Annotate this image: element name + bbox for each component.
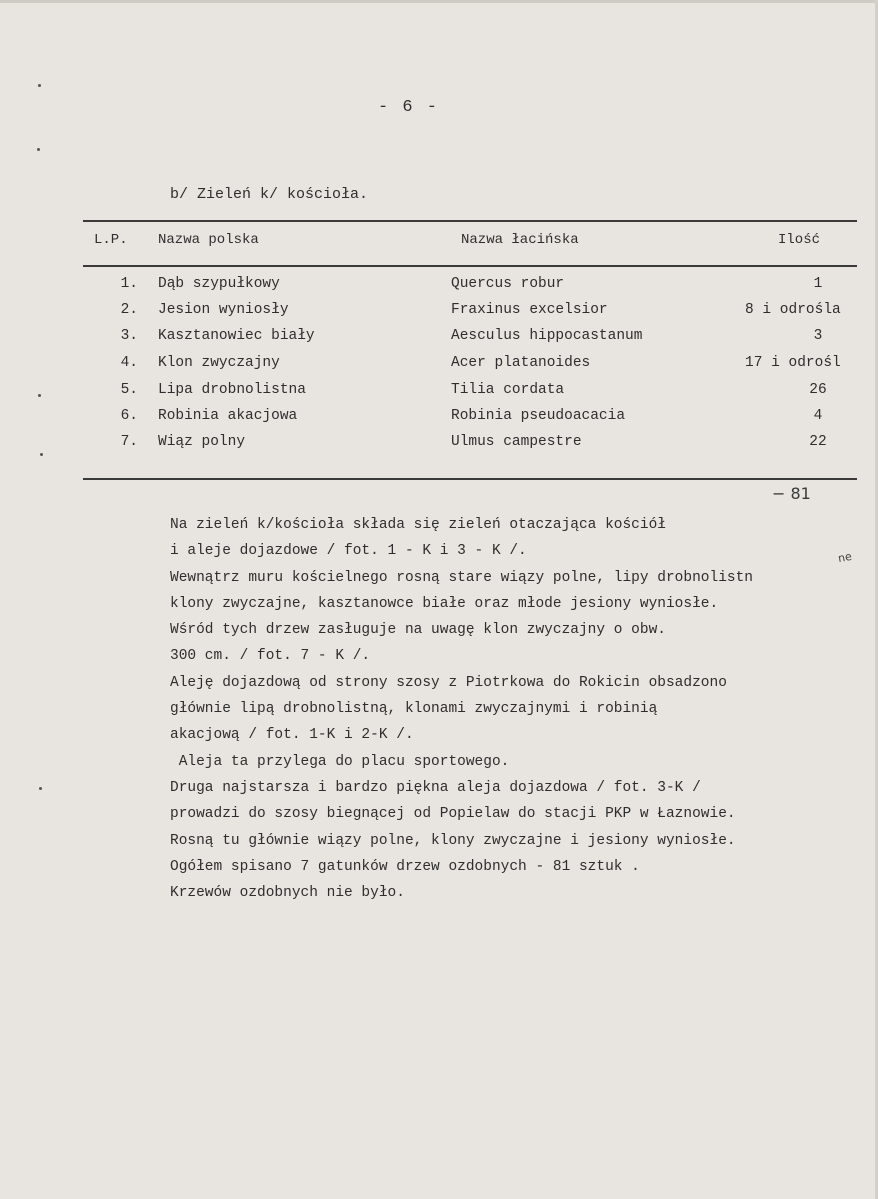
row-latin-name: Aesculus hippocastanum	[451, 328, 643, 344]
body-paragraph	[170, 512, 870, 906]
row-quantity: 26	[809, 382, 827, 398]
body-line: Rosną tu głównie wiązy polne, klony zwyczajne i jesiony wyniosłe.	[170, 832, 736, 849]
table-row	[0, 408, 878, 434]
body-line: Na zieleń k/kościoła składa się zieleń otaczająca kościół	[170, 517, 666, 533]
row-latin-name: Ulmus campestre	[451, 434, 582, 450]
row-latin-name: Fraxinus excelsior	[451, 302, 608, 318]
binding-mark	[39, 787, 42, 790]
page-number: - 6 -	[378, 98, 440, 117]
body-line: Ogółem spisano 7 gatunków drzew ozdobnych - 81 sztuk .	[170, 858, 640, 875]
body-line: Druga najstarsza i bardzo piękna aleja dojazdowa / fot. 3-K /	[170, 779, 701, 796]
table-row	[0, 276, 878, 302]
row-lp: 6.	[120, 408, 138, 424]
row-polish-name: Klon zwyczajny	[158, 355, 280, 371]
body-line: Aleję dojazdową od strony szosy z Piotrkowa do Rokicin obsadzono	[170, 674, 727, 691]
row-lp: 2.	[120, 302, 138, 318]
table-header-rule	[83, 265, 857, 267]
row-quantity: 17 i odrośl	[745, 355, 841, 371]
page-edge-top	[0, 0, 878, 3]
table-bottom-rule	[83, 478, 857, 480]
header-polish-name: Nazwa polska	[158, 232, 259, 248]
table-row	[0, 355, 878, 381]
body-line: Wśród tych drzew zasługuje na uwagę klon zwyczajny o obw.	[170, 622, 666, 639]
row-polish-name: Lipa drobnolistna	[158, 382, 306, 398]
row-latin-name: Quercus robur	[451, 276, 565, 292]
row-lp: 3.	[120, 328, 138, 344]
binding-mark	[37, 148, 40, 151]
table-row	[0, 382, 878, 408]
row-polish-name: Dąb szypułkowy	[158, 276, 280, 292]
row-quantity: 3	[813, 328, 823, 344]
row-latin-name: Tilia cordata	[451, 382, 565, 398]
body-line: akacjową / fot. 1-K i 2-K /.	[170, 727, 414, 744]
row-polish-name: Robinia akacjowa	[158, 408, 298, 424]
row-lp: 7.	[120, 434, 138, 450]
body-line: Krzewów ozdobnych nie było.	[170, 885, 405, 902]
row-quantity: 8 i odrośla	[745, 302, 841, 318]
row-latin-name: Robinia pseudoacacia	[451, 408, 626, 424]
body-line: i aleje dojazdowe / fot. 1 - K i 3 - K /.	[170, 543, 527, 560]
row-quantity: 22	[809, 434, 827, 450]
binding-mark	[38, 84, 41, 87]
body-line: Wewnątrz muru kościelnego rosną stare wiązy polne, lipy drobnolistn	[170, 569, 753, 586]
row-quantity: 1	[813, 276, 823, 292]
handwritten-total: − 81	[772, 484, 811, 503]
body-line: prowadzi do szosy biegnącej od Popielaw do stacji PKP w Łaznowie.	[170, 806, 736, 823]
row-lp: 1.	[120, 276, 138, 292]
header-lp: L.P.	[94, 232, 128, 248]
row-lp: 5.	[120, 382, 138, 398]
section-title: b/ Zieleń k/ kościoła.	[170, 186, 369, 203]
body-line: klony zwyczajne, kasztanowce białe oraz młode jesiony wyniosłe.	[170, 595, 719, 612]
body-line: Aleja ta przylega do placu sportowego.	[170, 753, 510, 770]
header-latin-name: Nazwa łacińska	[461, 232, 579, 248]
row-polish-name: Jesion wyniosły	[158, 302, 289, 318]
row-lp: 4.	[120, 355, 138, 371]
handwritten-annotation: ne	[836, 549, 853, 566]
table-top-rule	[83, 220, 857, 222]
body-line: głównie lipą drobnolistną, klonami zwyczajnymi i robinią	[170, 701, 658, 718]
row-latin-name: Acer platanoides	[451, 355, 591, 371]
table-row	[0, 328, 878, 354]
body-line: 300 cm. / fot. 7 - K /.	[170, 648, 371, 665]
header-quantity: Ilość	[778, 232, 821, 248]
row-quantity: 4	[813, 408, 823, 424]
row-polish-name: Kasztanowiec biały	[158, 328, 315, 344]
row-polish-name: Wiąz polny	[158, 434, 246, 450]
table-row	[0, 434, 878, 460]
table-row	[0, 302, 878, 328]
